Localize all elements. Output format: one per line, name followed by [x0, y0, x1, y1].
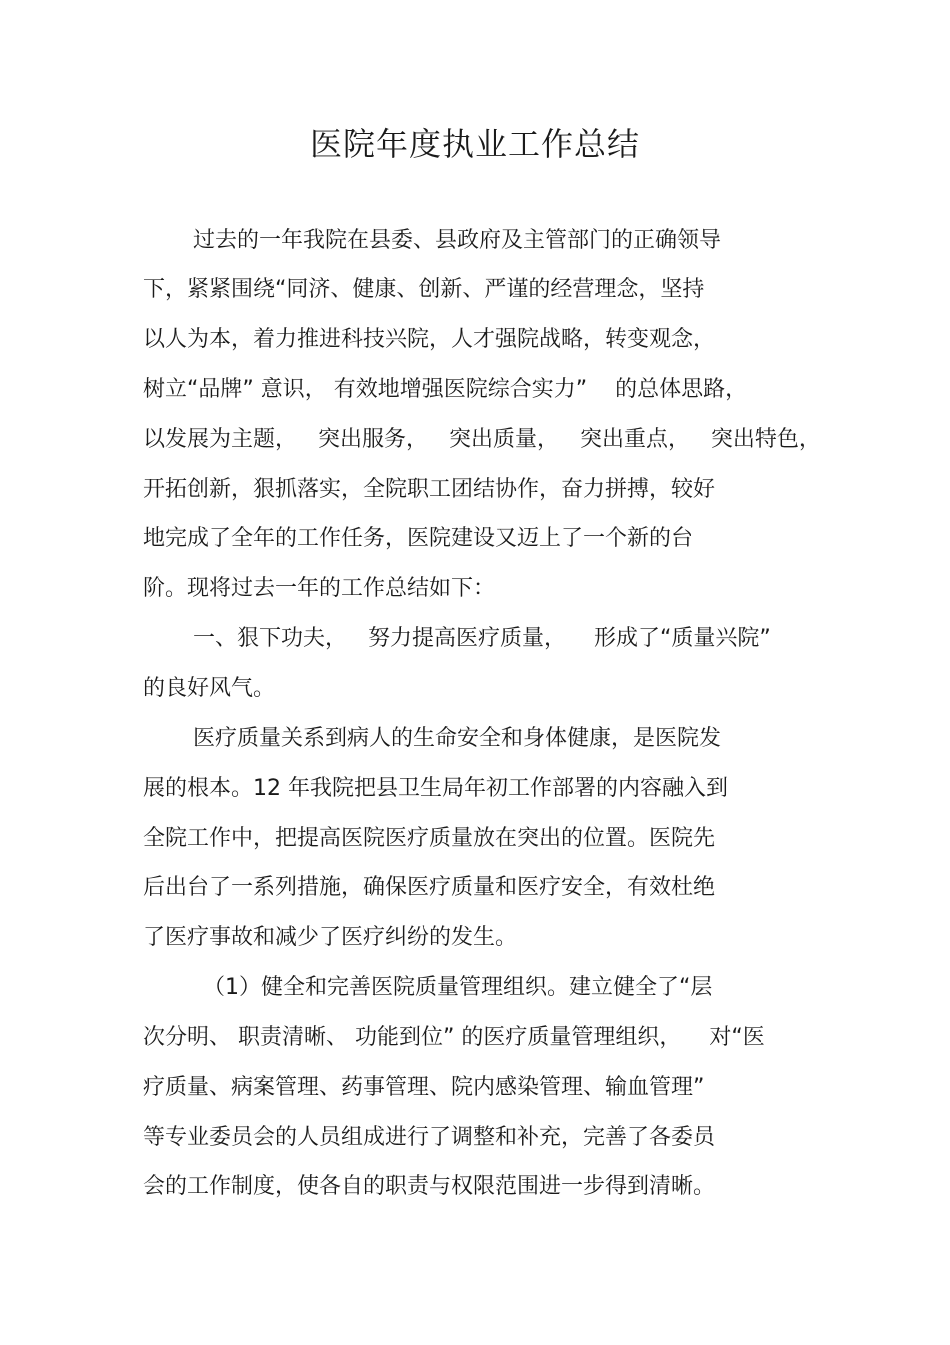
paragraph-line: 开拓创新，狠抓落实，全院职工团结协作，奋力拼搏，较好: [143, 477, 716, 502]
paragraph-line: 下，紧紧围绕“同济、健康、创新、严谨的经营理念，坚持: [143, 277, 705, 302]
paragraph-line: 阶。现将过去一年的工作总结如下：: [143, 576, 496, 601]
paragraph-line: 医疗质量关系到病人的生命安全和身体健康，是医院发: [193, 726, 722, 751]
paragraph-line: 树立“品牌” 意识， 有效地增强医院综合实力” 的总体思路，: [143, 377, 748, 402]
paragraph-line: 疗质量、病案管理、药事管理、院内感染管理、输血管理”: [143, 1075, 705, 1100]
paragraph-line: 展的根本。12 年我院把县卫生局年初工作部署的内容融入到: [143, 776, 728, 801]
document-title: 医院年度执业工作总结: [309, 125, 640, 163]
paragraph-line: 以发展为主题， 突出服务， 突出质量， 突出重点， 突出特色，: [143, 427, 821, 452]
section-heading-line: 一、狠下功夫， 努力提高医疗质量， 形成了“质量兴院”: [193, 626, 771, 651]
paragraph-line: 等专业委员会的人员组成进行了调整和补充，完善了各委员: [143, 1125, 716, 1150]
paragraph-line: 过去的一年我院在县委、县政府及主管部门的正确领导: [193, 228, 722, 253]
paragraph-line: 后出台了一系列措施，确保医疗质量和医疗安全，有效杜绝: [143, 875, 716, 900]
section-heading-line: 的良好风气。: [143, 676, 276, 701]
paragraph-line: 次分明、 职责清晰、 功能到位” 的医疗质量管理组织， 对“医: [143, 1025, 765, 1050]
paragraph-line: 以人为本，着力推进科技兴院，人才强院战略，转变观念，: [143, 327, 716, 352]
paragraph-line: 了医疗事故和减少了医疗纠纷的发生。: [143, 925, 518, 950]
paragraph-line: 全院工作中，把提高医院医疗质量放在突出的位置。医院先: [143, 826, 716, 851]
paragraph-line: （1）健全和完善医院质量管理组织。建立健全了“层: [203, 975, 713, 1000]
paragraph-line: 会的工作制度，使各自的职责与权限范围进一步得到清晰。: [143, 1174, 716, 1199]
paragraph-line: 地完成了全年的工作任务，医院建设又迈上了一个新的台: [143, 526, 694, 551]
